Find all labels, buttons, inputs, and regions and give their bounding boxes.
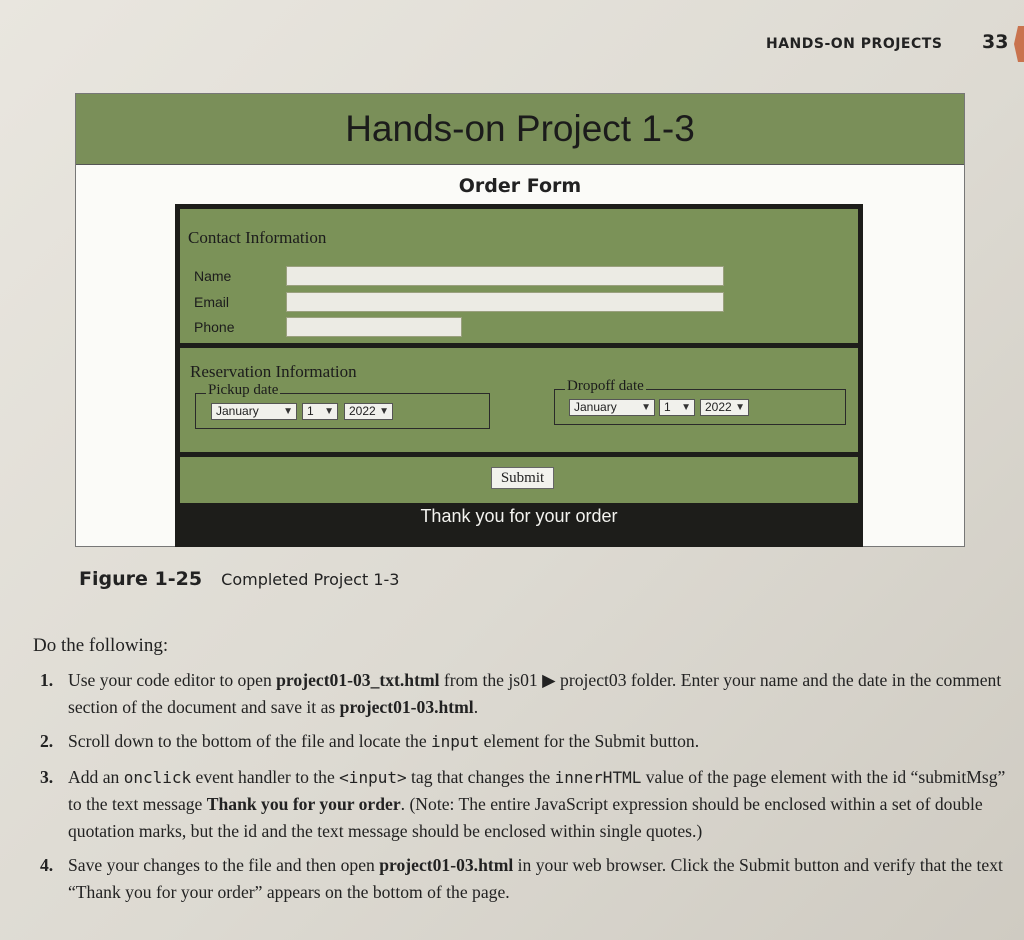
pickup-month-value: January bbox=[216, 404, 259, 418]
dropoff-year-value: 2022 bbox=[705, 400, 732, 414]
dropoff-month-select[interactable] bbox=[569, 399, 655, 416]
instruction-step bbox=[40, 852, 1020, 905]
order-form bbox=[175, 204, 863, 547]
submit-message: Thank you for your order bbox=[420, 506, 618, 526]
pickup-date-group bbox=[195, 382, 490, 429]
pickup-year-select[interactable] bbox=[344, 403, 393, 420]
figure-header bbox=[76, 94, 964, 165]
dropoff-day-value: 1 bbox=[664, 400, 671, 414]
pickup-year-value: 2022 bbox=[349, 404, 376, 418]
step-text: tag that changes the bbox=[406, 766, 555, 787]
figure-screenshot bbox=[75, 93, 965, 547]
phone-input[interactable] bbox=[286, 317, 462, 337]
dropoff-date-legend: Dropoff date bbox=[567, 378, 644, 394]
bold-text: project01-03_txt.html bbox=[276, 670, 440, 690]
page-edge-tab bbox=[1014, 26, 1024, 62]
step-text: . (Note: The entire JavaScript expression should be enclosed within a set of double quotation marks, but the id and the text message should be enclosed within single quotes.) bbox=[68, 794, 983, 841]
reservation-legend: Reservation Information bbox=[190, 362, 357, 381]
chevron-down-icon: ▼ bbox=[681, 402, 691, 413]
page-number: 33 bbox=[982, 31, 1009, 53]
instructions-intro: Do the following: bbox=[33, 635, 169, 656]
code-text: <input> bbox=[339, 767, 407, 787]
step-number: 4. bbox=[40, 855, 54, 875]
step-number: 3. bbox=[40, 766, 54, 787]
chevron-down-icon: ▼ bbox=[379, 406, 389, 417]
step-text: Add an bbox=[68, 766, 124, 787]
figure-caption bbox=[79, 568, 399, 590]
dropoff-date-group bbox=[554, 378, 846, 425]
instruction-step bbox=[40, 728, 1020, 756]
figure-title: Hands-on Project 1-3 bbox=[345, 108, 695, 149]
pickup-month-select[interactable] bbox=[211, 403, 297, 420]
bold-text: Thank you for your order bbox=[206, 794, 401, 814]
instruction-steps bbox=[40, 667, 1020, 913]
step-text: from the js01 ▶ project03 folder. Enter your name and the date in the comment section of the document and save it as bbox=[68, 670, 1002, 717]
bold-text: project01-03.html bbox=[339, 696, 474, 717]
email-input[interactable] bbox=[286, 292, 724, 312]
code-text: onclick bbox=[123, 767, 192, 787]
running-head: HANDS-ON PROJECTS bbox=[766, 36, 943, 52]
step-text: Save your changes to the file and then open bbox=[68, 855, 380, 875]
code-text: input bbox=[431, 732, 480, 751]
contact-fieldset bbox=[180, 209, 858, 343]
order-form-heading: Order Form bbox=[458, 175, 582, 197]
chevron-down-icon: ▼ bbox=[324, 406, 334, 417]
instruction-step bbox=[40, 764, 1020, 845]
phone-label: Phone bbox=[194, 319, 235, 335]
name-label: Name bbox=[194, 268, 232, 284]
dropoff-year-select[interactable] bbox=[700, 399, 749, 416]
contact-legend: Contact Information bbox=[188, 228, 327, 247]
instruction-step bbox=[40, 667, 1020, 720]
submit-fieldset bbox=[180, 457, 858, 503]
figure-number: Figure 1-25 bbox=[79, 568, 203, 590]
step-number: 2. bbox=[40, 731, 54, 751]
chevron-down-icon: ▼ bbox=[641, 402, 651, 413]
step-number: 1. bbox=[40, 670, 54, 690]
pickup-day-value: 1 bbox=[307, 404, 314, 418]
chevron-down-icon: ▼ bbox=[283, 406, 293, 417]
code-text: innerHTML bbox=[554, 767, 642, 787]
figure-caption-text: Completed Project 1-3 bbox=[221, 570, 400, 589]
pickup-date-legend: Pickup date bbox=[208, 382, 279, 398]
step-text: Scroll down to the bottom of the file and locate the bbox=[68, 731, 432, 751]
reservation-fieldset bbox=[180, 348, 858, 452]
step-text: event handler to the bbox=[191, 766, 340, 787]
step-text: in your web browser. Click the Submit button and verify that the text “Thank you for your order” appears on the bottom of the page. bbox=[68, 855, 1003, 902]
step-text: . bbox=[473, 696, 479, 717]
name-input[interactable] bbox=[286, 266, 724, 286]
bold-text: project01-03.html bbox=[379, 855, 514, 875]
dropoff-month-value: January bbox=[574, 400, 617, 414]
step-text: element for the Submit button. bbox=[479, 731, 700, 751]
pickup-day-select[interactable] bbox=[302, 403, 338, 420]
email-label: Email bbox=[194, 294, 230, 310]
chevron-down-icon: ▼ bbox=[735, 402, 745, 413]
submit-button[interactable]: Submit bbox=[491, 467, 554, 489]
dropoff-day-select[interactable] bbox=[659, 399, 695, 416]
step-text: Use your code editor to open bbox=[68, 670, 277, 690]
step-text: value of the page element with the id “submitMsg” to the text message bbox=[68, 766, 1006, 814]
